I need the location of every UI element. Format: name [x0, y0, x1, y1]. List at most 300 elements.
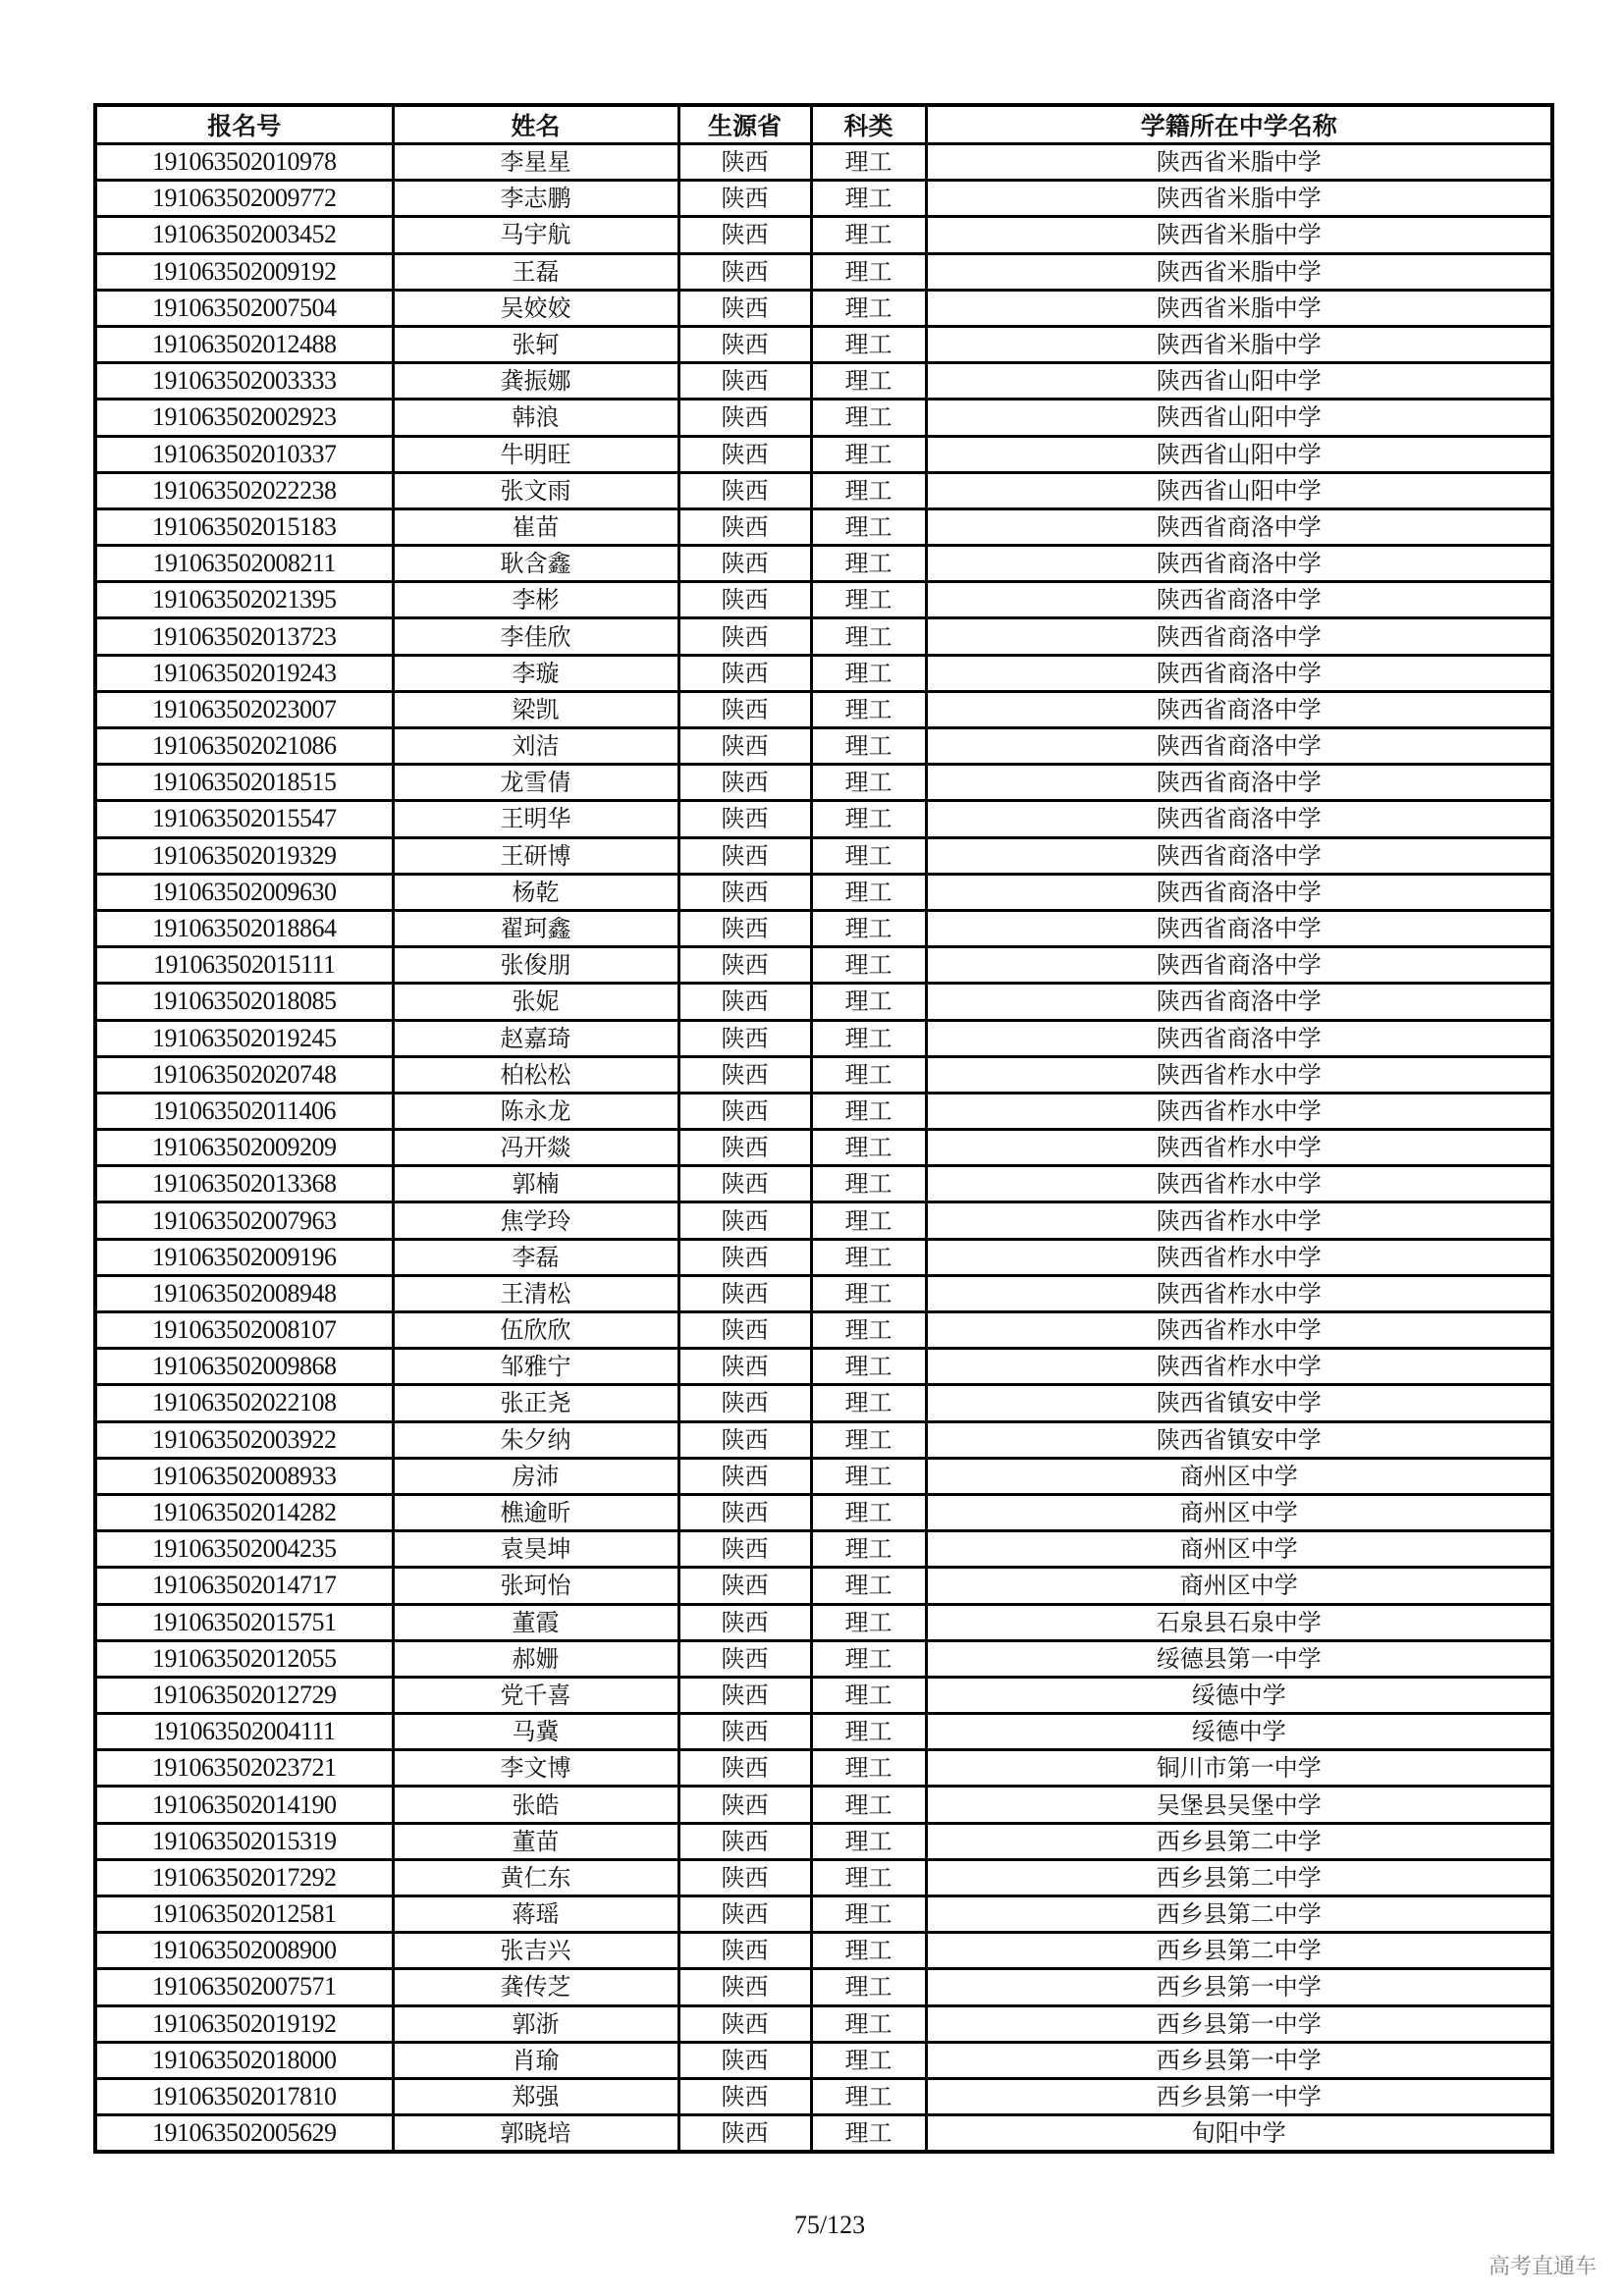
watermark: 高考直通车 — [1488, 2255, 1597, 2279]
name-cell: 郭楠 — [393, 1166, 678, 1202]
table-row — [95, 1056, 1552, 1093]
school-cell: 西乡县第一中学 — [926, 2078, 1552, 2114]
table-row — [95, 1604, 1552, 1640]
registration-number-cell: 191063502017292 — [95, 1859, 393, 1896]
category-cell: 理工 — [811, 2042, 926, 2078]
category-cell: 理工 — [811, 947, 926, 984]
category-cell: 理工 — [811, 874, 926, 910]
category-cell: 理工 — [811, 1020, 926, 1056]
province-cell: 陕西 — [678, 1677, 811, 1713]
registration-number-cell: 191063502008900 — [95, 1933, 393, 1969]
province-cell: 陕西 — [678, 400, 811, 436]
name-cell: 牛明旺 — [393, 436, 678, 472]
category-cell: 理工 — [811, 728, 926, 765]
school-cell: 陕西省商洛中学 — [926, 984, 1552, 1020]
registration-number-cell: 191063502018085 — [95, 984, 393, 1020]
admission-list-table — [93, 103, 1554, 2154]
table-row — [95, 1568, 1552, 1604]
category-cell: 理工 — [811, 400, 926, 436]
school-cell: 陕西省商洛中学 — [926, 837, 1552, 874]
registration-number-cell: 191063502022238 — [95, 472, 393, 508]
province-cell: 陕西 — [678, 1202, 811, 1239]
table-row — [95, 1823, 1552, 1859]
category-cell: 理工 — [811, 1933, 926, 1969]
registration-number-cell: 191063502009868 — [95, 1349, 393, 1385]
province-cell: 陕西 — [678, 1093, 811, 1129]
name-cell: 房沛 — [393, 1458, 678, 1494]
registration-number-cell: 191063502005629 — [95, 2115, 393, 2153]
province-cell: 陕西 — [678, 181, 811, 217]
school-cell: 陕西省商洛中学 — [926, 508, 1552, 545]
name-cell: 樵逾昕 — [393, 1494, 678, 1530]
category-cell: 理工 — [811, 546, 926, 582]
table-row — [95, 253, 1552, 290]
category-cell: 理工 — [811, 582, 926, 618]
province-cell: 陕西 — [678, 508, 811, 545]
table-row — [95, 2078, 1552, 2114]
table-row — [95, 1640, 1552, 1677]
province-cell: 陕西 — [678, 1458, 811, 1494]
table-row — [95, 1531, 1552, 1568]
table-row — [95, 1349, 1552, 1385]
name-cell: 王明华 — [393, 801, 678, 837]
table-row — [95, 2005, 1552, 2042]
school-cell: 陕西省米脂中学 — [926, 326, 1552, 362]
province-cell: 陕西 — [678, 1275, 811, 1311]
school-cell: 陕西省山阳中学 — [926, 400, 1552, 436]
name-cell: 董苗 — [393, 1823, 678, 1859]
province-cell: 陕西 — [678, 363, 811, 400]
name-cell: 张文雨 — [393, 472, 678, 508]
name-cell: 柏松松 — [393, 1056, 678, 1093]
table-row — [95, 1750, 1552, 1787]
school-cell: 吴堡县吴堡中学 — [926, 1787, 1552, 1823]
province-cell: 陕西 — [678, 290, 811, 326]
school-cell: 陕西省山阳中学 — [926, 472, 1552, 508]
table-row — [95, 655, 1552, 691]
school-cell: 绥德中学 — [926, 1677, 1552, 1713]
table-row — [95, 1969, 1552, 2005]
category-cell: 理工 — [811, 253, 926, 290]
name-cell: 耿含鑫 — [393, 546, 678, 582]
province-cell: 陕西 — [678, 2042, 811, 2078]
registration-number-cell: 191063502003922 — [95, 1421, 393, 1458]
category-cell: 理工 — [811, 472, 926, 508]
province-cell: 陕西 — [678, 582, 811, 618]
category-cell: 理工 — [811, 1130, 926, 1166]
school-cell: 陕西省商洛中学 — [926, 801, 1552, 837]
table-row — [95, 436, 1552, 472]
category-cell: 理工 — [811, 910, 926, 946]
school-cell: 陕西省镇安中学 — [926, 1385, 1552, 1421]
registration-number-cell: 191063502012488 — [95, 326, 393, 362]
province-cell: 陕西 — [678, 546, 811, 582]
province-cell: 陕西 — [678, 2115, 811, 2153]
category-cell: 理工 — [811, 1093, 926, 1129]
name-cell: 李志鹏 — [393, 181, 678, 217]
school-cell: 旬阳中学 — [926, 2115, 1552, 2153]
province-cell: 陕西 — [678, 947, 811, 984]
table-row — [95, 1312, 1552, 1349]
school-cell: 陕西省柞水中学 — [926, 1056, 1552, 1093]
province-cell: 陕西 — [678, 1604, 811, 1640]
province-cell: 陕西 — [678, 1933, 811, 1969]
category-cell: 理工 — [811, 1421, 926, 1458]
table-row — [95, 1202, 1552, 1239]
category-cell: 理工 — [811, 984, 926, 1020]
province-cell: 陕西 — [678, 1239, 811, 1275]
province-cell: 陕西 — [678, 1750, 811, 1787]
table-row — [95, 1787, 1552, 1823]
school-cell: 西乡县第二中学 — [926, 1823, 1552, 1859]
registration-number-cell: 191063502008948 — [95, 1275, 393, 1311]
registration-number-cell: 191063502007571 — [95, 1969, 393, 2005]
name-cell: 郭浙 — [393, 2005, 678, 2042]
table-row — [95, 1933, 1552, 1969]
school-cell: 陕西省米脂中学 — [926, 217, 1552, 253]
name-cell: 李彬 — [393, 582, 678, 618]
school-cell: 西乡县第二中学 — [926, 1933, 1552, 1969]
registration-number-cell: 191063502009772 — [95, 181, 393, 217]
province-cell: 陕西 — [678, 326, 811, 362]
table-row — [95, 400, 1552, 436]
province-cell: 陕西 — [678, 1640, 811, 1677]
school-cell: 陕西省商洛中学 — [926, 910, 1552, 946]
province-cell: 陕西 — [678, 1859, 811, 1896]
school-cell: 西乡县第一中学 — [926, 2005, 1552, 2042]
name-cell: 吴姣姣 — [393, 290, 678, 326]
school-cell: 陕西省柞水中学 — [926, 1166, 1552, 1202]
registration-number-cell: 191063502009209 — [95, 1130, 393, 1166]
registration-number-cell: 191063502008211 — [95, 546, 393, 582]
province-cell: 陕西 — [678, 837, 811, 874]
name-cell: 伍欣欣 — [393, 1312, 678, 1349]
name-cell: 张俊朋 — [393, 947, 678, 984]
registration-number-cell: 191063502019243 — [95, 655, 393, 691]
table-body — [95, 144, 1552, 2153]
school-cell: 陕西省商洛中学 — [926, 655, 1552, 691]
category-cell: 理工 — [811, 217, 926, 253]
school-cell: 绥德县第一中学 — [926, 1640, 1552, 1677]
category-cell: 理工 — [811, 2078, 926, 2114]
table-row — [95, 582, 1552, 618]
registration-number-cell: 191063502019329 — [95, 837, 393, 874]
name-cell: 蒋瑶 — [393, 1896, 678, 1933]
registration-number-cell: 191063502015111 — [95, 947, 393, 984]
registration-number-cell: 191063502023007 — [95, 691, 393, 727]
registration-number-cell: 191063502018515 — [95, 765, 393, 801]
category-cell: 理工 — [811, 1312, 926, 1349]
name-cell: 陈永龙 — [393, 1093, 678, 1129]
name-cell: 黄仁东 — [393, 1859, 678, 1896]
table-row — [95, 1020, 1552, 1056]
school-cell: 商州区中学 — [926, 1458, 1552, 1494]
header-category: 科类 — [811, 105, 926, 144]
province-cell: 陕西 — [678, 1056, 811, 1093]
province-cell: 陕西 — [678, 1494, 811, 1530]
province-cell: 陕西 — [678, 1385, 811, 1421]
name-cell: 张轲 — [393, 326, 678, 362]
school-cell: 陕西省商洛中学 — [926, 618, 1552, 655]
category-cell: 理工 — [811, 1969, 926, 2005]
registration-number-cell: 191063502004111 — [95, 1714, 393, 1750]
school-cell: 商州区中学 — [926, 1494, 1552, 1530]
category-cell: 理工 — [811, 837, 926, 874]
page-number: 75/123 — [793, 2211, 866, 2239]
category-cell: 理工 — [811, 1385, 926, 1421]
table-row — [95, 363, 1552, 400]
province-cell: 陕西 — [678, 1787, 811, 1823]
registration-number-cell: 191063502003452 — [95, 217, 393, 253]
category-cell: 理工 — [811, 2115, 926, 2153]
province-cell: 陕西 — [678, 2078, 811, 2114]
registration-number-cell: 191063502003333 — [95, 363, 393, 400]
province-cell: 陕西 — [678, 436, 811, 472]
table-row — [95, 1896, 1552, 1933]
school-cell: 西乡县第一中学 — [926, 1969, 1552, 2005]
category-cell: 理工 — [811, 181, 926, 217]
school-cell: 陕西省柞水中学 — [926, 1093, 1552, 1129]
name-cell: 龚振娜 — [393, 363, 678, 400]
name-cell: 李璇 — [393, 655, 678, 691]
province-cell: 陕西 — [678, 1969, 811, 2005]
province-cell: 陕西 — [678, 1568, 811, 1604]
name-cell: 张正尧 — [393, 1385, 678, 1421]
province-cell: 陕西 — [678, 217, 811, 253]
registration-number-cell: 191063502004235 — [95, 1531, 393, 1568]
school-cell: 陕西省商洛中学 — [926, 691, 1552, 727]
table-header-row — [95, 105, 1552, 144]
registration-number-cell: 191063502018000 — [95, 2042, 393, 2078]
name-cell: 李星星 — [393, 144, 678, 181]
school-cell: 西乡县第一中学 — [926, 2042, 1552, 2078]
registration-number-cell: 191063502012729 — [95, 1677, 393, 1713]
category-cell: 理工 — [811, 618, 926, 655]
registration-number-cell: 191063502008107 — [95, 1312, 393, 1349]
province-cell: 陕西 — [678, 1166, 811, 1202]
category-cell: 理工 — [811, 363, 926, 400]
registration-number-cell: 191063502015751 — [95, 1604, 393, 1640]
registration-number-cell: 191063502015319 — [95, 1823, 393, 1859]
category-cell: 理工 — [811, 801, 926, 837]
province-cell: 陕西 — [678, 874, 811, 910]
name-cell: 马冀 — [393, 1714, 678, 1750]
registration-number-cell: 191063502014717 — [95, 1568, 393, 1604]
registration-number-cell: 191063502011406 — [95, 1093, 393, 1129]
province-cell: 陕西 — [678, 1823, 811, 1859]
registration-number-cell: 191063502015547 — [95, 801, 393, 837]
province-cell: 陕西 — [678, 618, 811, 655]
registration-number-cell: 191063502013723 — [95, 618, 393, 655]
name-cell: 朱夕纳 — [393, 1421, 678, 1458]
category-cell: 理工 — [811, 1714, 926, 1750]
province-cell: 陕西 — [678, 728, 811, 765]
registration-number-cell: 191063502018864 — [95, 910, 393, 946]
name-cell: 张妮 — [393, 984, 678, 1020]
category-cell: 理工 — [811, 1531, 926, 1568]
category-cell: 理工 — [811, 655, 926, 691]
table-row — [95, 546, 1552, 582]
province-cell: 陕西 — [678, 2005, 811, 2042]
registration-number-cell: 191063502012581 — [95, 1896, 393, 1933]
school-cell: 陕西省米脂中学 — [926, 144, 1552, 181]
province-cell: 陕西 — [678, 910, 811, 946]
province-cell: 陕西 — [678, 1531, 811, 1568]
school-cell: 陕西省山阳中学 — [926, 363, 1552, 400]
header-registration-number: 报名号 — [95, 105, 393, 144]
name-cell: 冯开燚 — [393, 1130, 678, 1166]
school-cell: 陕西省米脂中学 — [926, 253, 1552, 290]
name-cell: 张珂怡 — [393, 1568, 678, 1604]
table-row — [95, 181, 1552, 217]
category-cell: 理工 — [811, 2005, 926, 2042]
name-cell: 张皓 — [393, 1787, 678, 1823]
category-cell: 理工 — [811, 1568, 926, 1604]
table-row — [95, 947, 1552, 984]
school-cell: 石泉县石泉中学 — [926, 1604, 1552, 1640]
table-row — [95, 1421, 1552, 1458]
school-cell: 陕西省镇安中学 — [926, 1421, 1552, 1458]
province-cell: 陕西 — [678, 765, 811, 801]
category-cell: 理工 — [811, 326, 926, 362]
name-cell: 董霞 — [393, 1604, 678, 1640]
registration-number-cell: 191063502010337 — [95, 436, 393, 472]
header-name: 姓名 — [393, 105, 678, 144]
table-row — [95, 1275, 1552, 1311]
school-cell: 陕西省米脂中学 — [926, 290, 1552, 326]
table-row — [95, 874, 1552, 910]
table-row — [95, 618, 1552, 655]
school-cell: 陕西省柞水中学 — [926, 1275, 1552, 1311]
province-cell: 陕西 — [678, 655, 811, 691]
registration-number-cell: 191063502010978 — [95, 144, 393, 181]
table-row — [95, 1130, 1552, 1166]
table-row — [95, 144, 1552, 181]
name-cell: 张吉兴 — [393, 1933, 678, 1969]
table-row — [95, 728, 1552, 765]
school-cell: 陕西省商洛中学 — [926, 765, 1552, 801]
name-cell: 袁昊坤 — [393, 1531, 678, 1568]
name-cell: 党千喜 — [393, 1677, 678, 1713]
registration-number-cell: 191063502019192 — [95, 2005, 393, 2042]
school-cell: 陕西省商洛中学 — [926, 1020, 1552, 1056]
name-cell: 韩浪 — [393, 400, 678, 436]
category-cell: 理工 — [811, 144, 926, 181]
school-cell: 陕西省商洛中学 — [926, 874, 1552, 910]
name-cell: 郑强 — [393, 2078, 678, 2114]
school-cell: 铜川市第一中学 — [926, 1750, 1552, 1787]
name-cell: 龚传芝 — [393, 1969, 678, 2005]
school-cell: 商州区中学 — [926, 1531, 1552, 1568]
registration-number-cell: 191063502023721 — [95, 1750, 393, 1787]
category-cell: 理工 — [811, 1275, 926, 1311]
category-cell: 理工 — [811, 436, 926, 472]
category-cell: 理工 — [811, 1056, 926, 1093]
province-cell: 陕西 — [678, 1896, 811, 1933]
school-cell: 陕西省柞水中学 — [926, 1130, 1552, 1166]
registration-number-cell: 191063502015183 — [95, 508, 393, 545]
category-cell: 理工 — [811, 1750, 926, 1787]
province-cell: 陕西 — [678, 1714, 811, 1750]
province-cell: 陕西 — [678, 253, 811, 290]
table-row — [95, 1385, 1552, 1421]
province-cell: 陕西 — [678, 984, 811, 1020]
category-cell: 理工 — [811, 1823, 926, 1859]
registration-number-cell: 191063502009192 — [95, 253, 393, 290]
table-row — [95, 1714, 1552, 1750]
table-row — [95, 508, 1552, 545]
table-row — [95, 691, 1552, 727]
registration-number-cell: 191063502013368 — [95, 1166, 393, 1202]
category-cell: 理工 — [811, 1202, 926, 1239]
table-row — [95, 984, 1552, 1020]
name-cell: 李磊 — [393, 1239, 678, 1275]
category-cell: 理工 — [811, 1896, 926, 1933]
name-cell: 龙雪倩 — [393, 765, 678, 801]
registration-number-cell: 191063502009630 — [95, 874, 393, 910]
category-cell: 理工 — [811, 1239, 926, 1275]
registration-number-cell: 191063502019245 — [95, 1020, 393, 1056]
table-row — [95, 837, 1552, 874]
table-row — [95, 1859, 1552, 1896]
name-cell: 刘洁 — [393, 728, 678, 765]
registration-number-cell: 191063502014190 — [95, 1787, 393, 1823]
name-cell: 邹雅宁 — [393, 1349, 678, 1385]
name-cell: 王磊 — [393, 253, 678, 290]
table-row — [95, 290, 1552, 326]
registration-number-cell: 191063502007504 — [95, 290, 393, 326]
school-cell: 西乡县第二中学 — [926, 1896, 1552, 1933]
table-row — [95, 217, 1552, 253]
registration-number-cell: 191063502009196 — [95, 1239, 393, 1275]
category-cell: 理工 — [811, 508, 926, 545]
table-row — [95, 1677, 1552, 1713]
registration-number-cell: 191063502021395 — [95, 582, 393, 618]
name-cell: 马宇航 — [393, 217, 678, 253]
name-cell: 王清松 — [393, 1275, 678, 1311]
province-cell: 陕西 — [678, 1312, 811, 1349]
name-cell: 梁凯 — [393, 691, 678, 727]
school-cell: 陕西省柞水中学 — [926, 1312, 1552, 1349]
registration-number-cell: 191063502012055 — [95, 1640, 393, 1677]
registration-number-cell: 191063502022108 — [95, 1385, 393, 1421]
registration-number-cell: 191063502007963 — [95, 1202, 393, 1239]
table-row — [95, 1239, 1552, 1275]
province-cell: 陕西 — [678, 1020, 811, 1056]
name-cell: 崔苗 — [393, 508, 678, 545]
registration-number-cell: 191063502020748 — [95, 1056, 393, 1093]
name-cell: 李佳欣 — [393, 618, 678, 655]
name-cell: 焦学玲 — [393, 1202, 678, 1239]
category-cell: 理工 — [811, 691, 926, 727]
name-cell: 王研博 — [393, 837, 678, 874]
province-cell: 陕西 — [678, 1421, 811, 1458]
category-cell: 理工 — [811, 1458, 926, 1494]
registration-number-cell: 191063502021086 — [95, 728, 393, 765]
category-cell: 理工 — [811, 1349, 926, 1385]
header-school: 学籍所在中学名称 — [926, 105, 1552, 144]
name-cell: 郭晓培 — [393, 2115, 678, 2153]
school-cell: 绥德中学 — [926, 1714, 1552, 1750]
school-cell: 陕西省米脂中学 — [926, 181, 1552, 217]
province-cell: 陕西 — [678, 144, 811, 181]
registration-number-cell: 191063502017810 — [95, 2078, 393, 2114]
category-cell: 理工 — [811, 290, 926, 326]
province-cell: 陕西 — [678, 472, 811, 508]
school-cell: 商州区中学 — [926, 1568, 1552, 1604]
school-cell: 陕西省山阳中学 — [926, 436, 1552, 472]
school-cell: 陕西省商洛中学 — [926, 728, 1552, 765]
